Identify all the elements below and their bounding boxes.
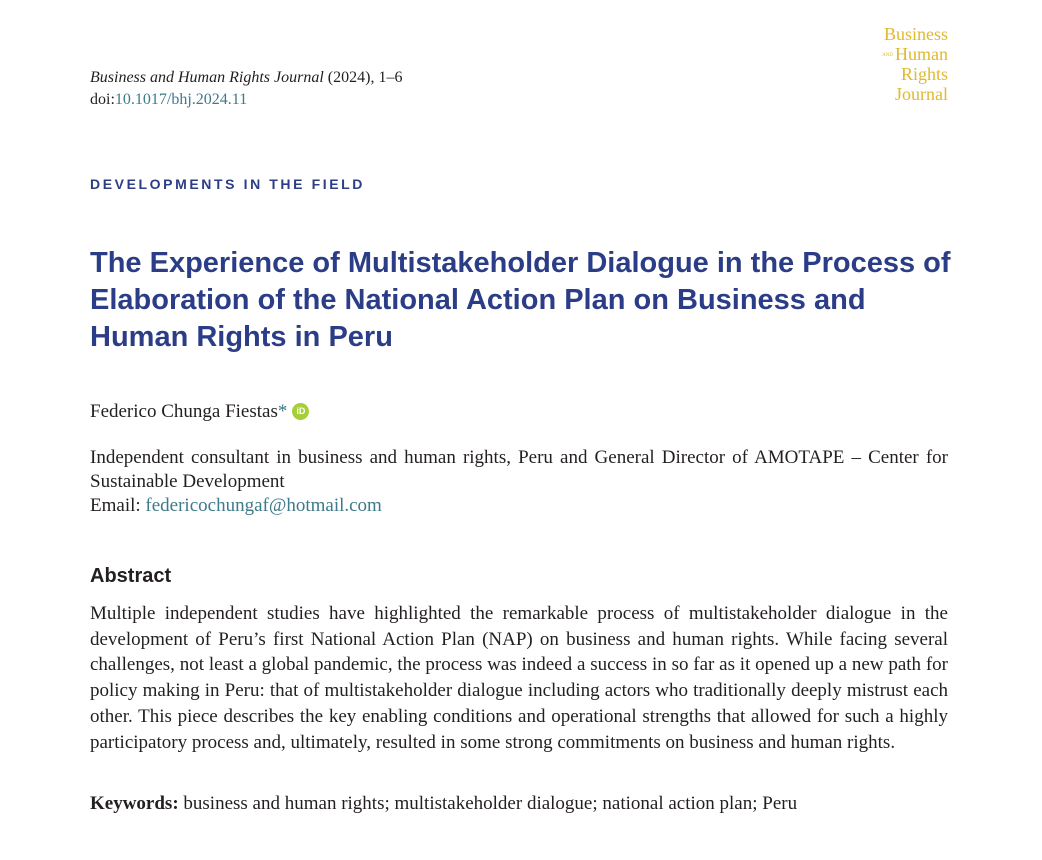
doi-link[interactable]: 10.1017/bhj.2024.11 — [114, 91, 248, 108]
article-section-label: DEVELOPMENTS IN THE FIELD — [90, 176, 366, 192]
author-name[interactable]: Federico Chunga Fiestas — [90, 401, 278, 422]
logo-and: AND — [882, 53, 893, 59]
author-line — [90, 400, 309, 424]
keywords-text: business and human rights; multistakeholder dialogue; national action plan; Peru — [178, 793, 798, 814]
author-affiliation: Independent consultant in business and human rights, Peru and General Director of AMOTAPE – Center for Sustainable Development — [90, 447, 948, 492]
logo-line-business: Business — [883, 24, 948, 44]
email-link[interactable]: federicochungaf@hotmail.com — [145, 495, 382, 516]
doi-prefix: doi: — [90, 91, 115, 108]
journal-name: Business and Human Rights Journal — [90, 69, 324, 86]
logo-word-human: Human — [895, 44, 948, 64]
keywords-line — [90, 792, 948, 816]
article-title: The Experience of Multistakeholder Dialogue in the Process of Elaboration of the National Action Plan on Business and Human Rights in Peru — [90, 247, 951, 353]
logo-line-journal: Journal — [895, 84, 948, 104]
orcid-icon[interactable]: iD — [292, 403, 309, 420]
logo-line-rights: Rights — [900, 64, 948, 84]
doi-line — [90, 89, 402, 111]
keywords-label: Keywords: — [90, 793, 179, 814]
logo-line-human — [882, 44, 948, 64]
author-footnote-marker[interactable]: * — [277, 401, 288, 422]
abstract-heading: Abstract — [90, 565, 172, 587]
journal-year-pages: (2024), 1–6 — [323, 69, 403, 86]
abstract-text: Multiple independent studies have highlighted the remarkable process of multistakeholder dialogue in the development of Peru’s first National Action Plan (NAP) on business and human rights. While facing several challenges, not least a global pandemic, the process was indeed a success in so far as it opened up a new path for policy making in Peru: that of multistakeholder dialogue including actors who traditionally deeply mistrust each other. This piece describes the key enabling conditions and operational strengths that allowed for such a highly participatory process and, ultimately, resulted in some strong commitments on business and human rights. — [90, 603, 948, 753]
email-label: Email: — [90, 495, 146, 516]
journal-logo — [882, 24, 948, 104]
journal-citation-line — [90, 67, 402, 89]
author-email-line — [90, 494, 382, 518]
journal-reference — [90, 67, 402, 111]
